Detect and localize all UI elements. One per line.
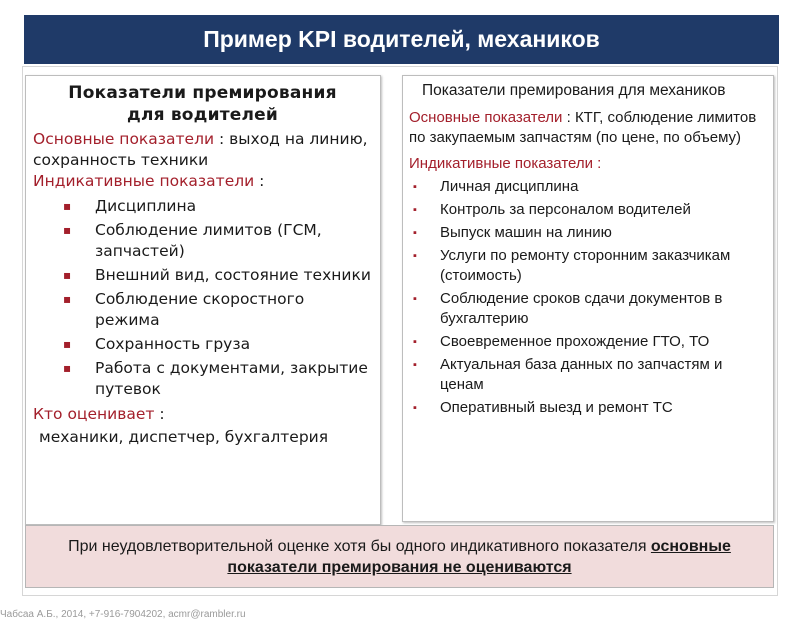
drivers-who-suffix: : — [154, 405, 165, 423]
list-item: ▪ Оперативный выезд и ремонт ТС — [409, 398, 765, 418]
list-item: ▪ Выпуск машин на линию — [409, 223, 765, 243]
mechanics-main-indicators — [409, 108, 765, 148]
mechanics-indicative-label: Индикативные показатели : — [409, 155, 602, 172]
list-item: ▪ Соблюдение лимитов (ГСМ, запчастей) — [33, 220, 372, 262]
slide-title: Пример KPI водителей, механиков — [24, 15, 779, 64]
premium-note-emphasis: основные показатели премирования не оцениваются — [227, 537, 731, 576]
drivers-main-indicators — [33, 129, 372, 171]
footer-credit: Чабсаа А.Б., 2014, +7-916-7904202, acmr@rambler.ru — [0, 609, 246, 620]
drivers-who-heading — [33, 404, 372, 425]
list-item: ▪ Личная дисциплина — [409, 177, 765, 197]
list-item: ▪ Соблюдение скоростного режима — [33, 289, 372, 331]
list-item: ▪ Дисциплина — [33, 196, 372, 217]
list-item: ▪ Внешний вид, состояние техники — [33, 265, 372, 286]
drivers-indicative-list — [33, 196, 372, 400]
mechanics-panel — [402, 75, 774, 522]
mechanics-main-label: Основные показатели — [409, 109, 563, 126]
drivers-main-text: : выход на линию, сохранность техники — [33, 130, 368, 169]
drivers-indicative-label: Индикативные показатели — [33, 172, 255, 190]
list-item: ▪ Соблюдение сроков сдачи документов в бухгалтерию — [409, 289, 765, 329]
drivers-heading-line2: для водителей — [127, 105, 278, 125]
drivers-evaluators: механики, диспетчер, бухгалтерия — [39, 428, 329, 446]
drivers-indicative-suffix: : — [254, 172, 265, 190]
mechanics-main-text: : КТГ, соблюдение лимитов по закупаемым запчастям (по цене, по объему) — [409, 109, 757, 146]
drivers-heading-line1: Показатели премирования — [68, 83, 337, 103]
drivers-who-label: Кто оценивает — [33, 405, 155, 423]
list-item: ▪ Работа с документами, закрытие путевок — [33, 358, 372, 400]
mechanics-indicative-list — [409, 177, 765, 418]
list-item: ▪ Актуальная база данных по запчастям и ценам — [409, 355, 765, 395]
premium-note-text — [26, 536, 773, 578]
drivers-heading — [33, 82, 372, 126]
drivers-panel — [25, 75, 381, 525]
premium-note — [25, 525, 774, 588]
list-item: ▪ Контроль за персоналом водителей — [409, 200, 765, 220]
drivers-indicative-heading — [33, 171, 372, 192]
premium-note-part1: При неудовлетворительной оценке хотя бы одного индикативного показателя — [68, 537, 651, 555]
drivers-main-label: Основные показатели — [33, 130, 215, 148]
list-item: ▪ Сохранность груза — [33, 334, 372, 355]
list-item: ▪ Своевременное прохождение ГТО, ТО — [409, 332, 765, 352]
mechanics-heading: Показатели премирования для механиков — [422, 82, 726, 99]
list-item: ▪ Услуги по ремонту сторонним заказчикам (стоимость) — [409, 246, 765, 286]
